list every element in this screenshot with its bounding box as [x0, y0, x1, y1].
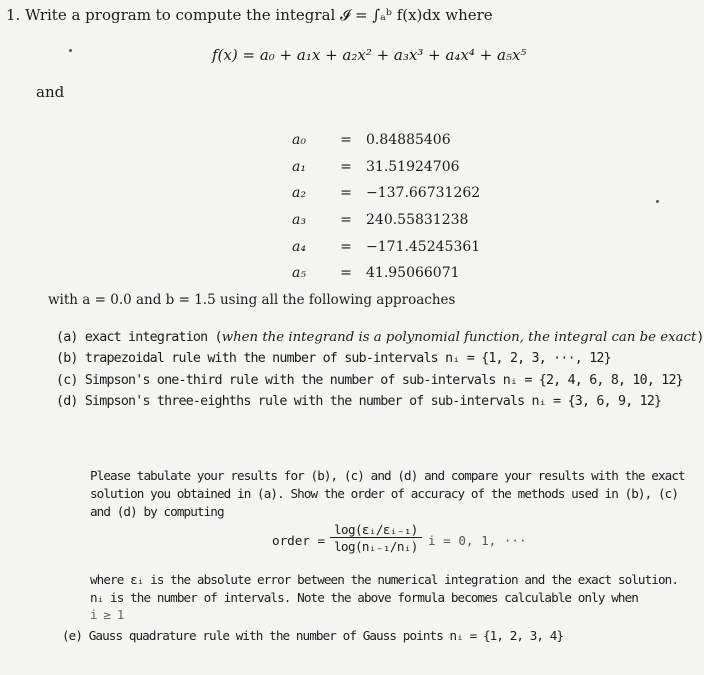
coefficient-symbol: a₄ [292, 238, 306, 255]
order-denominator: log(nᵢ₋₁/nᵢ) [334, 539, 418, 554]
coefficient-eq: = [340, 185, 352, 202]
order-numerator: log(εᵢ/εᵢ₋₁) [330, 522, 422, 538]
item-e: (e) Gauss quadrature rule with the number of Gauss points nᵢ = {1, 2, 3, 4} [62, 628, 564, 643]
coefficient-symbol: a₂ [292, 185, 306, 202]
coefficient-symbol: a₁ [292, 158, 306, 175]
item-b: (b) trapezoidal rule with the number of sub-intervals nᵢ = {1, 2, 3, ···, 12} [56, 351, 611, 366]
scan-speck [69, 49, 72, 52]
tabulate-line-1: Please tabulate your results for (b), (c) and (d) and compare your results with the exact [90, 468, 685, 483]
coefficient-eq: = [340, 265, 352, 282]
scan-speck [656, 200, 659, 203]
question-title: 1. Write a program to compute the integral 𝓘 = ∫ₐᵇ f(x)dx where [6, 6, 493, 24]
coefficient-value: 41.95066071 [366, 265, 460, 282]
item-c: (c) Simpson's one-third rule with the number of sub-intervals nᵢ = {2, 4, 6, 8, 10, 12} [56, 373, 683, 388]
with-line: with a = 0.0 and b = 1.5 using all the following approaches [48, 292, 456, 308]
where-line-2: nᵢ is the number of intervals. Note the above formula becomes calculable only when [90, 590, 638, 605]
tabulate-line-2: solution you obtained in (a). Show the order of accuracy of the methods used in (b), (c) [90, 486, 679, 501]
tabulate-line-3: and (d) by computing [90, 504, 224, 519]
coefficient-row [292, 207, 480, 234]
item-d: (d) Simpson's three-eighths rule with the number of sub-intervals nᵢ = {3, 6, 9, 12} [56, 394, 662, 409]
where-line-3: i ≥ 1 [90, 607, 124, 622]
function-formula: f(x) = a₀ + a₁x + a₂x² + a₃x³ + a₄x⁴ + a₅x⁵ [212, 46, 527, 64]
and-word: and [36, 83, 65, 101]
coefficient-value: 240.55831238 [366, 212, 469, 229]
order-index: i = 0, 1, ··· [428, 533, 527, 548]
coefficient-row [292, 180, 480, 207]
coefficient-symbol: a₅ [292, 265, 306, 282]
coefficient-row [292, 233, 480, 260]
item-a: (a) exact integration (when the integrand is a polynomial function, the integral can be exact) [56, 330, 704, 345]
coefficient-value: −137.66731262 [366, 185, 481, 202]
coefficient-row [292, 260, 480, 287]
coefficient-eq: = [340, 158, 352, 175]
coefficient-eq: = [340, 238, 352, 255]
order-fraction [330, 522, 422, 554]
coefficient-symbol: a₃ [292, 212, 306, 229]
coefficient-eq: = [340, 132, 352, 149]
coefficient-eq: = [340, 212, 352, 229]
coefficient-value: −171.45245361 [366, 238, 481, 255]
coefficient-table [292, 127, 480, 287]
coefficient-symbol: a₀ [292, 132, 306, 149]
coefficient-row [292, 127, 480, 154]
coefficient-value: 31.51924706 [366, 158, 460, 175]
coefficient-value: 0.84885406 [366, 132, 451, 149]
order-label: order = [272, 533, 326, 548]
where-line-1: where εᵢ is the absolute error between the numerical integration and the exact solution. [90, 572, 679, 587]
coefficient-row [292, 154, 480, 181]
